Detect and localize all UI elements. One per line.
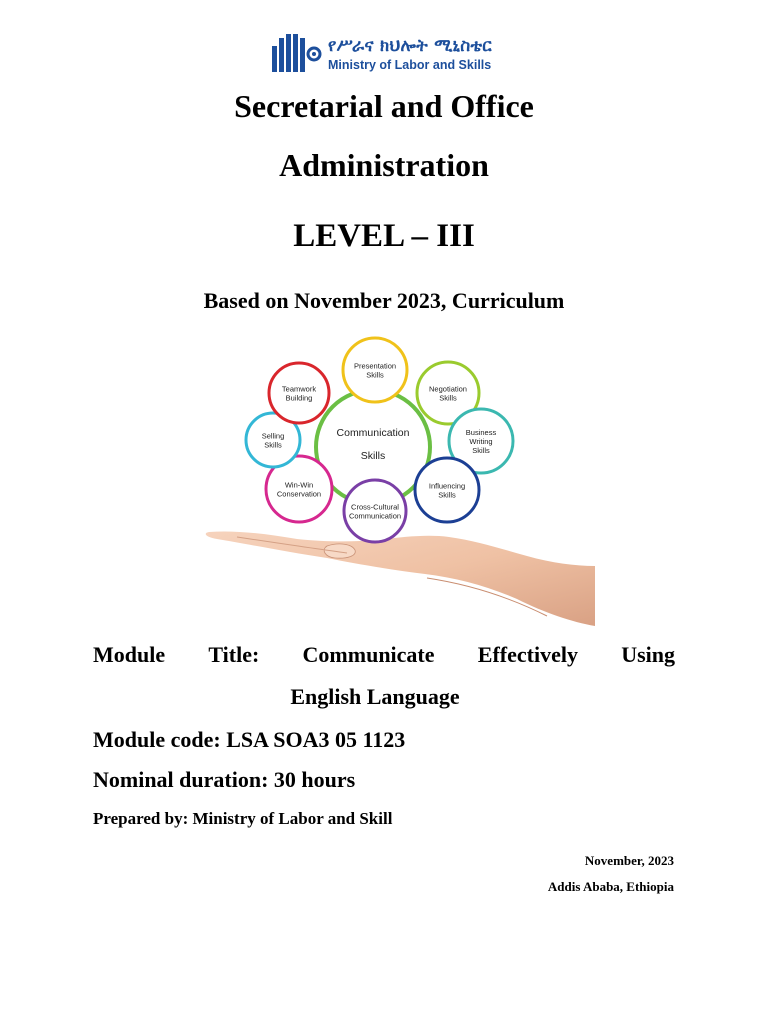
- skill-label: Presentation: [353, 361, 397, 371]
- module-title-continuation: English Language: [290, 684, 460, 709]
- communication-skills-illustration: [177, 334, 595, 630]
- module-code: Module code: LSA SOA3 05 1123: [93, 727, 406, 752]
- ministry-emblem-icon: [270, 32, 322, 76]
- module-title-word: Title:: [208, 642, 260, 667]
- skills-diagram: [177, 334, 595, 630]
- publication-location: Addis Ababa, Ethiopia: [547, 879, 674, 894]
- module-title-word: Effectively: [477, 642, 578, 667]
- module-title-word: Module: [93, 642, 166, 667]
- skill-label: Selling: [261, 431, 285, 441]
- curriculum-subtitle: Based on November 2023, Curriculum: [203, 288, 565, 313]
- skill-label: Skills: [439, 393, 457, 403]
- logo-amharic-text: የሥራና ክህሎት ሚኒስቴር: [328, 36, 492, 56]
- module-title-word: Communicate: [302, 642, 435, 667]
- skill-label: Skills: [264, 440, 282, 450]
- document-title-line-1: Secretarial and Office: [234, 88, 534, 124]
- document-title-line-2: Administration: [279, 147, 489, 183]
- level-heading: LEVEL – III: [293, 218, 475, 254]
- center-skill-label-line2: Skills: [360, 450, 386, 462]
- skill-label: Business: [465, 428, 497, 437]
- skill-node: [343, 338, 407, 402]
- prepared-by: Prepared by: Ministry of Labor and Skill: [93, 809, 393, 828]
- ministry-logo: [270, 30, 500, 80]
- skill-label: Teamwork: [281, 384, 317, 394]
- skill-label: Conservation: [276, 489, 322, 499]
- skill-node: [269, 363, 329, 423]
- skill-label: Influencing: [428, 481, 466, 491]
- open-hand-image: [206, 531, 595, 626]
- skill-label: Communication: [348, 511, 402, 521]
- center-skill-label-line1: Communication: [336, 427, 410, 439]
- logo-english-text: Ministry of Labor and Skills: [328, 58, 492, 72]
- skill-label: Win-Win: [284, 480, 314, 490]
- module-title-word: Using: [621, 642, 675, 667]
- skill-label: Writing: [469, 437, 493, 446]
- skill-node: [415, 458, 479, 522]
- skill-label: Skills: [472, 446, 490, 455]
- skill-label: Skills: [366, 370, 384, 380]
- nominal-duration: Nominal duration: 30 hours: [93, 767, 356, 792]
- skill-label: Skills: [438, 490, 456, 500]
- publication-date: November, 2023: [584, 853, 674, 868]
- skill-label: Cross-Cultural: [351, 502, 399, 512]
- skill-label: Negotiation: [429, 384, 467, 394]
- skill-node: [344, 480, 406, 542]
- module-title-line: [93, 642, 675, 668]
- skill-label: Building: [285, 393, 313, 403]
